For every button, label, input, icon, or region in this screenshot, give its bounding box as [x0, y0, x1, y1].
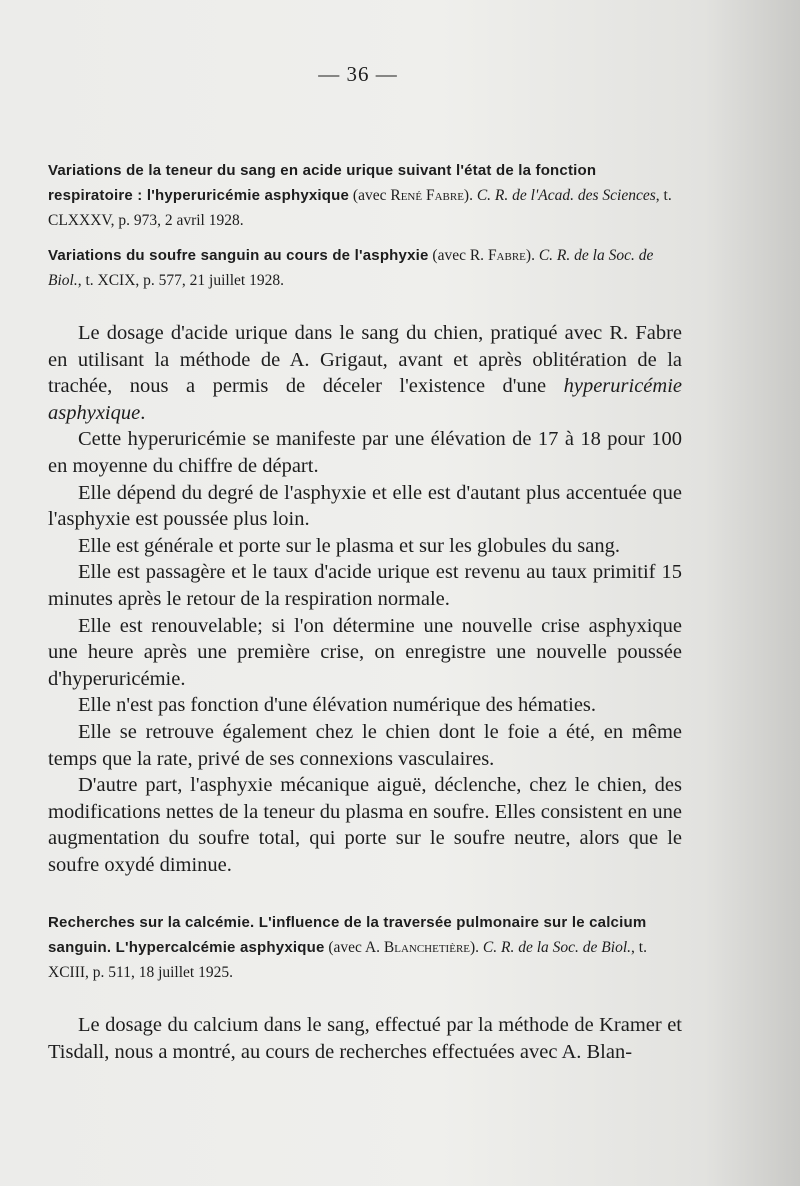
- paragraph-emphasis: hyperuricémie asphyxique: [48, 375, 682, 424]
- reference-title: Variations de la teneur du sang en acide urique suivant l'état de la fonction respiratoire : l'hyperuricémie asphyxique: [48, 162, 597, 204]
- reference-mid: ).: [470, 939, 483, 956]
- reference-calcemie: [48, 910, 684, 985]
- reference-author: Blanchetière: [383, 939, 470, 956]
- paragraph: Elle est générale et porte sur le plasma et sur les globules du sang.: [78, 534, 620, 557]
- paragraph: Elle est passagère et le taux d'acide urique est revenu au taux primitif 15 minutes après le retour de la respiration normale.: [48, 561, 682, 610]
- paragraph: [48, 320, 682, 426]
- reference-prefix: (avec R.: [428, 247, 488, 264]
- paragraph: Cette hyperuricémie se manifeste par une élévation de 17 à 18 pour 100 en moyenne du chiffre de départ.: [48, 428, 682, 477]
- paragraph-end: .: [140, 401, 146, 424]
- page-number: — 36 —: [318, 62, 398, 86]
- reference-mid: ).: [525, 247, 539, 264]
- body-section-calcemie: [48, 1012, 682, 1065]
- paragraph-text: Le dosage d'acide urique dans le sang du chien, pratiqué avec R. Fabre en utilisant la méthode de A. Grigaut, avant et après oblitération de la trachée, nous a permis de déceler l'existence d'une: [48, 322, 682, 398]
- reference-details: , t. XCIX, p. 577, 21 juillet 1928.: [77, 272, 284, 289]
- reference-journal: C. R. de la Soc. de Biol.: [48, 247, 654, 289]
- reference-title: Recherches sur la calcémie. L'influence de la traversée pulmonaire sur le calcium sanguin. L'hypercalcémie asphyxique: [48, 914, 647, 956]
- paragraph: Elle dépend du degré de l'asphyxie et elle est d'autant plus accentuée que l'asphyxie est poussée plus loin.: [48, 481, 682, 531]
- paragraph: Elle se retrouve également chez le chien dont le foie a été, en même temps que la rate, privé de ses connexions vasculaires.: [48, 720, 682, 770]
- reference-details: , t. CLXXXV, p. 973, 2 avril 1928.: [48, 187, 672, 229]
- reference-author: René Fabre: [390, 187, 464, 204]
- reference-prefix: (avec: [349, 187, 391, 204]
- reference-details: , t. XCIII, p. 511, 18 juillet 1925.: [48, 939, 647, 981]
- reference-acide-urique: [48, 158, 684, 233]
- reference-journal: C. R. de la Soc. de Biol.: [482, 939, 632, 956]
- paragraph: Le dosage du calcium dans le sang, effectué par la méthode de Kramer et Tisdall, nous a montré, au cours de recherches effectuées avec A. Blan-: [48, 1014, 682, 1063]
- body-section-hyperuricemie: [48, 320, 682, 878]
- reference-prefix: (avec A.: [324, 939, 384, 956]
- reference-author: Fabre: [487, 247, 526, 264]
- reference-mid: ).: [463, 187, 477, 204]
- reference-journal: C. R. de l'Acad. des Sciences: [476, 187, 656, 204]
- paragraph: Elle n'est pas fonction d'une élévation numérique des hématies.: [78, 694, 597, 717]
- paragraph: D'autre part, l'asphyxie mécanique aiguë, déclenche, chez le chien, des modifications nettes de la teneur du plasma en soufre. Elles consistent en une augmentation du soufre total, qui porte sur le soufre neutre, alors que le soufre oxydé diminue.: [48, 774, 682, 876]
- paragraph: Elle est renouvelable; si l'on détermine une nouvelle crise asphyxique une heure après une première crise, on enregistre une nouvelle poussée d'hyperuricémie.: [48, 614, 682, 690]
- reference-title: Variations du soufre sanguin au cours de l'asphyxie: [48, 247, 429, 264]
- reference-soufre: [48, 243, 684, 293]
